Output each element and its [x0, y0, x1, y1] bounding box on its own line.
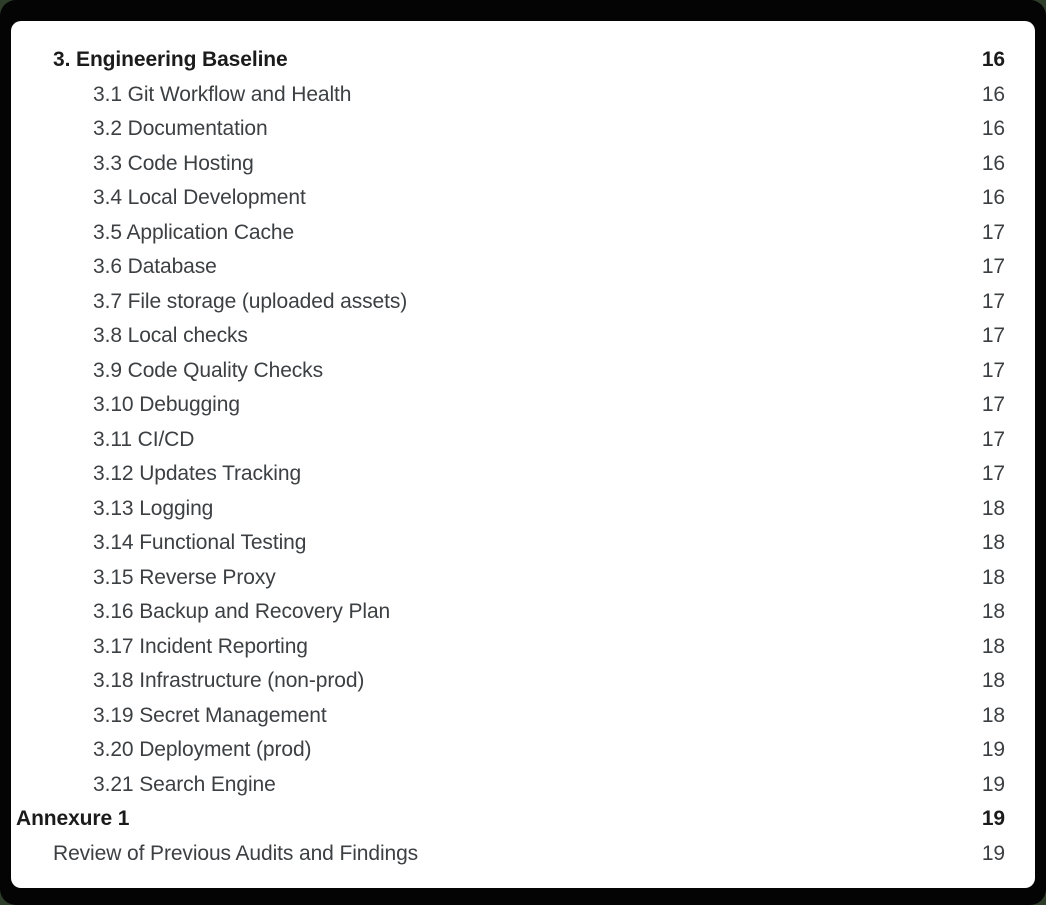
toc-entry-title: 3.17 Incident Reporting: [93, 634, 308, 658]
toc-entry-title: 3. Engineering Baseline: [53, 48, 288, 71]
toc-entry[interactable]: [16, 699, 1005, 734]
toc-entry-title: Annexure 1: [16, 807, 130, 830]
toc-entry[interactable]: [16, 733, 1005, 768]
toc-entry-page: 19: [981, 738, 1005, 761]
toc-entry-page: 18: [981, 600, 1005, 623]
toc-entry[interactable]: [16, 112, 1005, 147]
toc-entry-page: 17: [981, 358, 1005, 382]
toc-entry[interactable]: [16, 319, 1005, 354]
toc-entry[interactable]: [16, 595, 1005, 630]
toc-entry[interactable]: [16, 768, 1005, 803]
toc-entry-page: 19: [981, 807, 1005, 830]
toc-entry-page: 18: [981, 634, 1005, 658]
toc-entry-title: 3.21 Search Engine: [93, 772, 276, 796]
toc-entry-page: 16: [981, 151, 1005, 175]
toc-entry-title: 3.8 Local checks: [93, 324, 248, 347]
toc-entry-page: 17: [981, 324, 1005, 347]
toc-entry-page: 17: [981, 220, 1005, 244]
toc-entry-page: 18: [981, 565, 1005, 589]
toc-entry-title: 3.2 Documentation: [93, 117, 268, 140]
toc-entry-page: 19: [981, 772, 1005, 796]
toc-entry-title: 3.4 Local Development: [93, 186, 306, 209]
toc-entry[interactable]: [16, 388, 1005, 423]
toc-entry-page: 19: [981, 841, 1005, 865]
toc-entry[interactable]: [16, 802, 1005, 837]
toc-entry-title: 3.5 Application Cache: [93, 220, 295, 244]
toc-entry-page: 18: [981, 496, 1005, 520]
toc-entry-title: 3.1 Git Workflow and Health: [93, 82, 352, 106]
toc-entry-page: 16: [981, 186, 1005, 209]
toc-entry[interactable]: [16, 492, 1005, 527]
toc-entry-page: 18: [981, 669, 1005, 692]
toc-entry-title: 3.6 Database: [93, 255, 217, 278]
toc-entry[interactable]: [16, 354, 1005, 389]
toc-entry-page: 16: [981, 82, 1005, 106]
toc-entry-title: 3.20 Deployment (prod): [93, 738, 312, 761]
toc-entry-page: 18: [981, 531, 1005, 554]
toc-entry[interactable]: [16, 526, 1005, 561]
toc-entry-page: 18: [981, 703, 1005, 727]
toc-entry[interactable]: [16, 664, 1005, 699]
document-page: [11, 21, 1035, 888]
toc-entry-page: 17: [981, 289, 1005, 313]
toc-entry[interactable]: [16, 78, 1005, 113]
toc-entry[interactable]: [16, 561, 1005, 596]
toc-entry-page: 17: [981, 393, 1005, 416]
toc-entry-title: Review of Previous Audits and Findings: [53, 841, 419, 865]
toc-entry[interactable]: [16, 457, 1005, 492]
toc-entry[interactable]: [16, 250, 1005, 285]
toc-entry-page: 16: [981, 117, 1005, 140]
toc-entry-page: 16: [981, 48, 1005, 71]
toc-entry[interactable]: [16, 630, 1005, 665]
toc-entry-page: 17: [981, 255, 1005, 278]
table-of-contents: [16, 43, 1005, 871]
toc-entry[interactable]: [16, 216, 1005, 251]
toc-entry-title: 3.18 Infrastructure (non-prod): [93, 669, 365, 692]
toc-entry-page: 17: [981, 427, 1005, 451]
toc-entry-title: 3.15 Reverse Proxy: [93, 565, 276, 589]
toc-entry[interactable]: [16, 43, 1005, 78]
toc-entry[interactable]: [16, 285, 1005, 320]
toc-entry-title: 3.16 Backup and Recovery Plan: [93, 600, 391, 623]
toc-entry-title: 3.11 CI/CD: [93, 427, 195, 451]
toc-entry[interactable]: [16, 181, 1005, 216]
toc-entry-page: 17: [981, 462, 1005, 485]
toc-entry-title: 3.19 Secret Management: [93, 703, 327, 727]
toc-entry-title: 3.14 Functional Testing: [93, 531, 307, 554]
toc-entry-title: 3.12 Updates Tracking: [93, 462, 302, 485]
toc-entry-title: 3.3 Code Hosting: [93, 151, 254, 175]
toc-entry-title: 3.9 Code Quality Checks: [93, 358, 323, 382]
toc-entry[interactable]: [16, 147, 1005, 182]
toc-entry-title: 3.13 Logging: [93, 496, 214, 520]
toc-entry[interactable]: [16, 837, 1005, 872]
toc-entry-title: 3.10 Debugging: [93, 393, 240, 416]
toc-entry[interactable]: [16, 423, 1005, 458]
toc-entry-title: 3.7 File storage (uploaded assets): [93, 289, 408, 313]
